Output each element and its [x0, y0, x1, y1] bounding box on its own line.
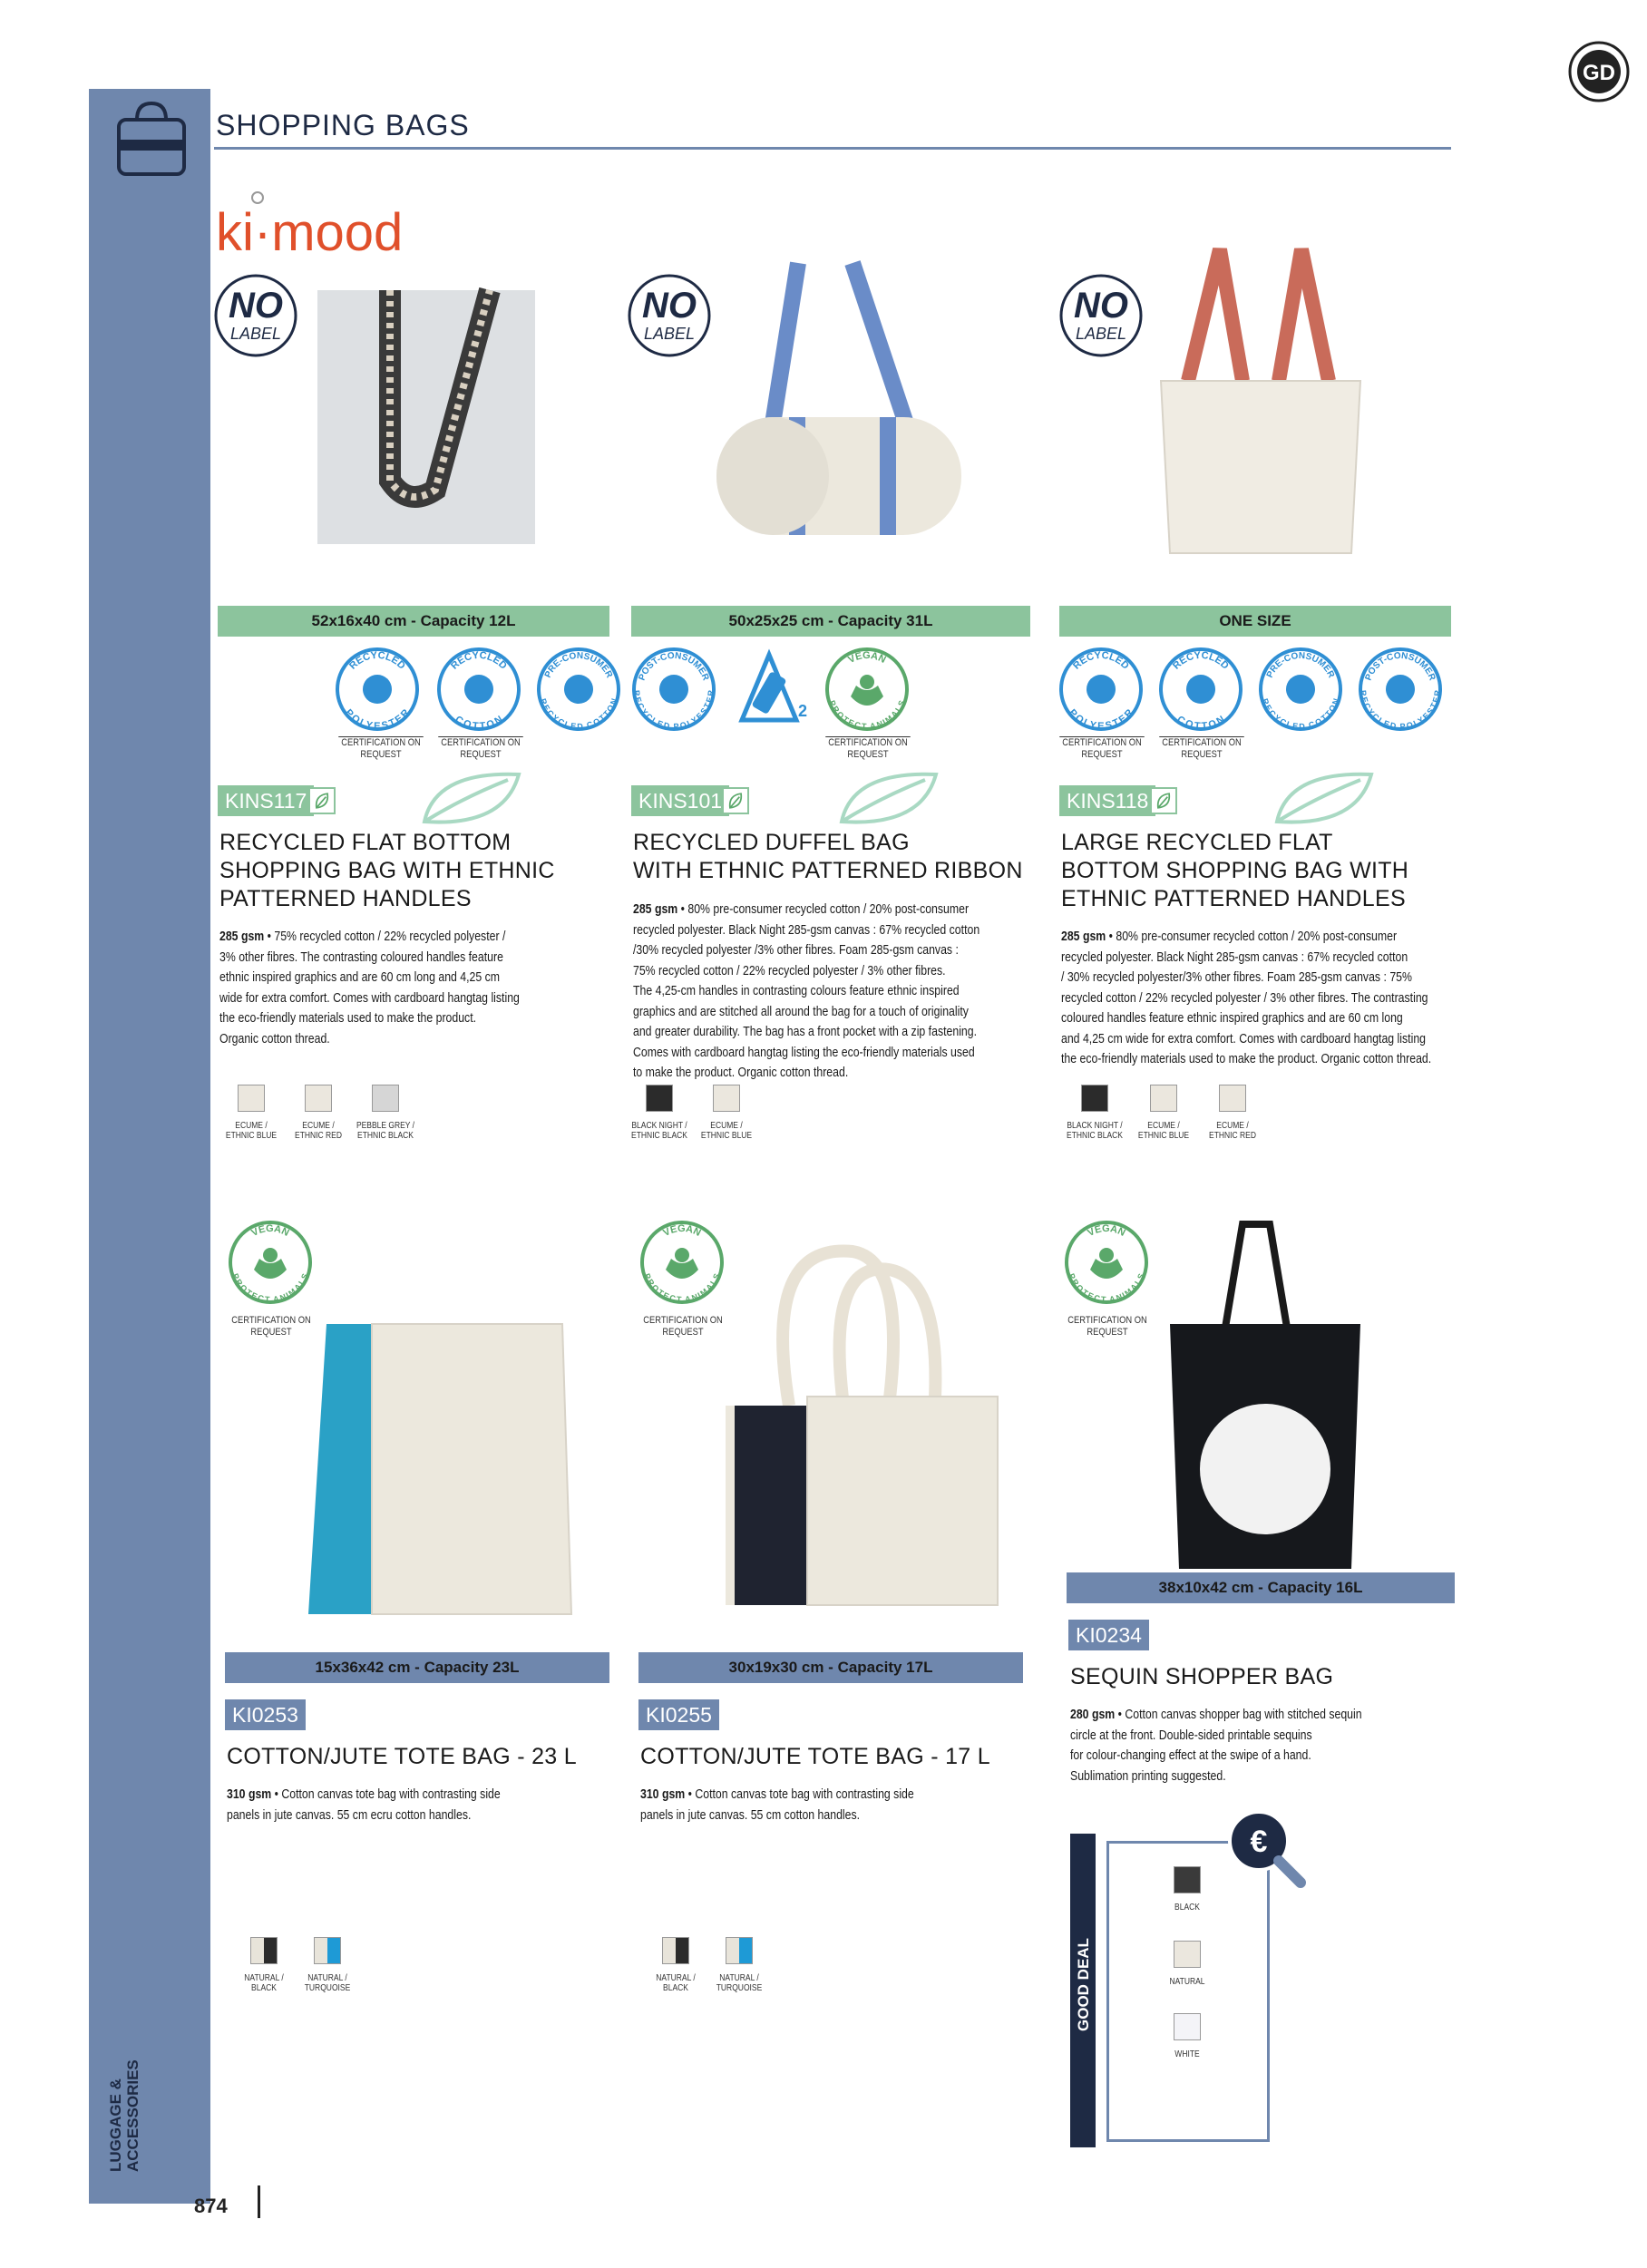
eco-leaf-icon	[834, 767, 943, 831]
svg-text:RECYCLED POLYESTER: RECYCLED POLYESTER	[1358, 689, 1443, 732]
certification-note: CERTIFICATION ON REQUEST	[1159, 736, 1244, 761]
svg-text:VEGAN: VEGAN	[661, 1222, 703, 1239]
svg-text:LABEL: LABEL	[1075, 325, 1127, 343]
post-consumer-polyester-badge	[1357, 646, 1444, 733]
brand-logo-icon	[1567, 40, 1631, 103]
color-swatch[interactable]	[1174, 1941, 1201, 1968]
eco-leaf-icon	[1270, 767, 1379, 831]
header-divider	[214, 147, 1451, 150]
color-swatch[interactable]	[726, 1937, 753, 1964]
color-swatch-label: ECUME / ETHNIC RED	[295, 1121, 342, 1141]
size-bar: 30x19x30 cm - Capacity 17L	[638, 1652, 1023, 1683]
svg-text:LABEL: LABEL	[229, 325, 282, 343]
eco-leaf-icon	[1150, 787, 1177, 814]
svg-text:COTTON: COTTON	[1174, 714, 1227, 733]
color-swatch-label: ECUME / ETHNIC RED	[1209, 1121, 1256, 1141]
color-swatch-label: NATURAL / TURQUOISE	[304, 1973, 351, 1993]
color-swatch-label: BLACK	[1174, 1903, 1200, 1913]
svg-text:NO: NO	[642, 286, 697, 326]
svg-text:COTTON: COTTON	[453, 714, 505, 733]
color-swatch[interactable]	[305, 1085, 332, 1112]
certification-note: CERTIFICATION ON REQUEST	[1067, 1315, 1147, 1338]
product-ref-tag: KINS117	[218, 785, 314, 816]
svg-text:NO: NO	[229, 286, 283, 326]
product-description: 310 gsm • Cotton canvas tote bag with contrasting side panels in jute canvas. 55 cm cotton handles.	[640, 1786, 914, 1823]
eco-leaf-icon	[308, 787, 336, 814]
product-description: 285 gsm • 80% pre-consumer recycled cotton / 20% post-consumer recycled polyester. Black Night 285-gsm canvas : 67% recycled cotton /30% recycled polyester /3% other fibres. Foam 285-gsm canvas : 75% recycled cotton / 22% recycled polyester / 3% other fibres. The 4,25-cm handles in contrasting colours feature ethnic inspired graphics and are stitched all around the bag for a touch of originality and greater durability. The bag has a front pocket with a zip fastening. Comes with cardboard hangtag listing the eco-friendly materials used to make the product. Organic cotton thread.	[633, 901, 980, 1080]
product-photo-kins117	[299, 272, 544, 562]
post-consumer-polyester-badge	[630, 646, 717, 733]
certification-note: CERTIFICATION ON REQUEST	[1059, 736, 1145, 761]
svg-text:POST-CONSUMER: POST-CONSUMER	[1363, 650, 1437, 683]
color-swatch-label: NATURAL / BLACK	[656, 1973, 696, 1993]
product-title: COTTON/JUTE TOTE BAG - 17 L	[640, 1744, 990, 1769]
svg-text:PROTECT ANIMALS: PROTECT ANIMALS	[642, 1271, 722, 1305]
recycled-cotton-badge	[1157, 646, 1244, 733]
recycled-polyester-badge	[334, 646, 421, 733]
certification-note: CERTIFICATION ON REQUEST	[643, 1315, 723, 1338]
svg-text:GD: GD	[1583, 61, 1615, 85]
color-swatch[interactable]	[713, 1085, 740, 1112]
color-swatch-label: ECUME / ETHNIC BLUE	[700, 1121, 753, 1141]
eco-leaf-icon	[722, 787, 749, 814]
svg-text:POST-CONSUMER: POST-CONSUMER	[637, 650, 711, 683]
color-swatch[interactable]	[1150, 1085, 1177, 1112]
svg-text:POLYESTER: POLYESTER	[1066, 707, 1135, 733]
color-swatch[interactable]	[238, 1085, 265, 1112]
no-label-badge	[626, 272, 713, 359]
recycled-bottles-icon	[726, 646, 813, 733]
certification-note: CERTIFICATION ON REQUEST	[825, 736, 911, 761]
section-side-label: LUGGAGE & ACCESSORIES	[107, 2059, 141, 2172]
no-label-badge	[212, 272, 299, 359]
svg-text:RECYCLED COTTON: RECYCLED COTTON	[1260, 696, 1341, 732]
svg-text:NO: NO	[1074, 286, 1128, 326]
good-deal-label: GOOD DEAL	[1075, 1938, 1092, 2031]
product-ref-tag: KINS101	[631, 785, 729, 816]
product-title: RECYCLED FLAT BOTTOM SHOPPING BAG WITH ETHNIC PATTERNED HANDLES	[219, 830, 555, 911]
svg-text:RECYCLED: RECYCLED	[449, 649, 509, 672]
product-photo-ki0255	[707, 1224, 1016, 1632]
svg-text:PROTECT ANIMALS: PROTECT ANIMALS	[1067, 1271, 1146, 1305]
svg-text:LABEL: LABEL	[643, 325, 696, 343]
svg-text:VEGAN: VEGAN	[249, 1222, 291, 1239]
certification-note: CERTIFICATION ON REQUEST	[338, 736, 424, 761]
color-swatch[interactable]	[372, 1085, 399, 1112]
svg-text:VEGAN: VEGAN	[846, 649, 888, 666]
color-swatch[interactable]	[662, 1937, 689, 1964]
pre-consumer-cotton-badge	[1257, 646, 1344, 733]
svg-text:RECYCLED: RECYCLED	[1071, 649, 1131, 672]
color-swatch[interactable]	[314, 1937, 341, 1964]
vegan-badge	[1063, 1219, 1150, 1306]
color-swatch[interactable]	[1174, 2013, 1201, 2040]
color-swatch[interactable]	[1081, 1085, 1108, 1112]
certification-note: CERTIFICATION ON REQUEST	[438, 736, 523, 761]
svg-text:ki·mood: ki·mood	[216, 203, 404, 261]
product-photo-kins118	[1134, 245, 1388, 571]
svg-text:€: €	[1250, 1825, 1268, 1859]
color-swatch[interactable]	[250, 1937, 278, 1964]
svg-text:PROTECT ANIMALS: PROTECT ANIMALS	[827, 698, 907, 732]
page-title: SHOPPING BAGS	[216, 109, 470, 141]
pre-consumer-cotton-badge	[535, 646, 622, 733]
product-photo-ki0253	[290, 1251, 608, 1632]
product-ref-tag: KI0253	[225, 1699, 306, 1730]
color-swatch[interactable]	[1174, 1866, 1201, 1893]
color-swatch-label: ECUME / ETHNIC BLUE	[1137, 1121, 1190, 1141]
svg-text:POLYESTER: POLYESTER	[342, 707, 412, 733]
product-ref-tag: KI0255	[638, 1699, 719, 1730]
svg-text:RECYCLED COTTON: RECYCLED COTTON	[538, 696, 619, 732]
sidebar	[89, 89, 210, 2204]
certification-note: CERTIFICATION ON REQUEST	[231, 1315, 311, 1338]
svg-text:PRE-CONSUMER: PRE-CONSUMER	[542, 650, 615, 680]
color-swatch-label: PEBBLE GREY / ETHNIC BLACK	[356, 1121, 415, 1141]
svg-text:RECYCLED: RECYCLED	[1171, 649, 1231, 672]
size-bar: 50x25x25 cm - Capacity 31L	[631, 606, 1030, 637]
svg-text:PROTECT ANIMALS: PROTECT ANIMALS	[230, 1271, 310, 1305]
size-bar: 52x16x40 cm - Capacity 12L	[218, 606, 609, 637]
product-photo-ki0234	[1152, 1215, 1379, 1578]
color-swatch-label: NATURAL / TURQUOISE	[716, 1973, 763, 1993]
color-swatch-label: NATURAL	[1169, 1977, 1205, 1987]
product-description: 285 gsm • 80% pre-consumer recycled cotton / 20% post-consumer recycled polyester. Black Night 285-gsm canvas : 67% recycled cotton / 30% recycled polyester/3% other fibres. Foam 285-gsm canvas : 75% recycled cotton / 22% recycled polyester / 3% other fibres. The contrasting coloured handles feature ethnic inspired graphics and are 60 cm long and 4,25 cm wide for extra comfort. Comes with cardboard hangtag listing the eco-friendly materials used to make the product. Organic cotton thread.	[1061, 929, 1432, 1066]
color-swatch-label: BLACK NIGHT / ETHNIC BLACK	[631, 1121, 687, 1141]
product-title: SEQUIN SHOPPER BAG	[1070, 1664, 1334, 1689]
color-swatch-label: NATURAL / BLACK	[244, 1973, 284, 1993]
size-bar: 38x10x42 cm - Capacity 16L	[1067, 1572, 1455, 1603]
size-bar: ONE SIZE	[1059, 606, 1451, 637]
product-title: COTTON/JUTE TOTE BAG - 23 L	[227, 1744, 577, 1769]
recycled-polyester-badge	[1057, 646, 1145, 733]
eco-leaf-icon	[417, 767, 526, 831]
euro-search-icon	[1223, 1805, 1310, 1892]
page-number-divider	[258, 2185, 260, 2218]
recycled-cotton-badge	[435, 646, 522, 733]
page-number: 874	[194, 2195, 228, 2217]
svg-text:2: 2	[798, 702, 808, 720]
product-description: 280 gsm • Cotton canvas shopper bag with stitched sequin circle at the front. Double-sided printable sequins for colour-changing effect at the swipe of a hand. Sublimation printing suggested.	[1070, 1707, 1362, 1784]
shopping-bag-icon	[113, 100, 190, 180]
color-swatch-label: WHITE	[1174, 2049, 1200, 2059]
size-bar: 15x36x42 cm - Capacity 23L	[225, 1652, 609, 1683]
kimood-brand-logo	[216, 189, 406, 261]
color-swatch[interactable]	[646, 1085, 673, 1112]
product-title: RECYCLED DUFFEL BAG WITH ETHNIC PATTERNED RIBBON	[633, 830, 1023, 883]
vegan-badge	[824, 646, 911, 733]
color-swatch-label: BLACK NIGHT / ETHNIC BLACK	[1067, 1121, 1123, 1141]
svg-text:VEGAN: VEGAN	[1086, 1222, 1127, 1239]
product-description: 310 gsm • Cotton canvas tote bag with contrasting side panels in jute canvas. 55 cm ecru cotton handles.	[227, 1786, 501, 1823]
product-ref-tag: KINS118	[1059, 785, 1155, 816]
svg-text:RECYCLED: RECYCLED	[347, 649, 407, 672]
svg-text:RECYCLED POLYESTER: RECYCLED POLYESTER	[631, 689, 716, 732]
svg-text:PRE-CONSUMER: PRE-CONSUMER	[1264, 650, 1337, 680]
no-label-badge	[1057, 272, 1145, 359]
color-swatch[interactable]	[1219, 1085, 1246, 1112]
product-ref-tag: KI0234	[1068, 1620, 1149, 1650]
product-photo-kins101	[689, 245, 989, 571]
color-swatch-label: ECUME / ETHNIC BLUE	[225, 1121, 278, 1141]
product-title: LARGE RECYCLED FLAT BOTTOM SHOPPING BAG WITH ETHNIC PATTERNED HANDLES	[1061, 830, 1409, 911]
product-description: 285 gsm • 75% recycled cotton / 22% recycled polyester / 3% other fibres. The contrasting coloured handles feature ethnic inspired graphics and are 60 cm long and 4,25 cm wide for extra comfort. Comes with cardboard hangtag listing the eco-friendly materials used to make the product. Organic cotton thread.	[219, 929, 520, 1046]
